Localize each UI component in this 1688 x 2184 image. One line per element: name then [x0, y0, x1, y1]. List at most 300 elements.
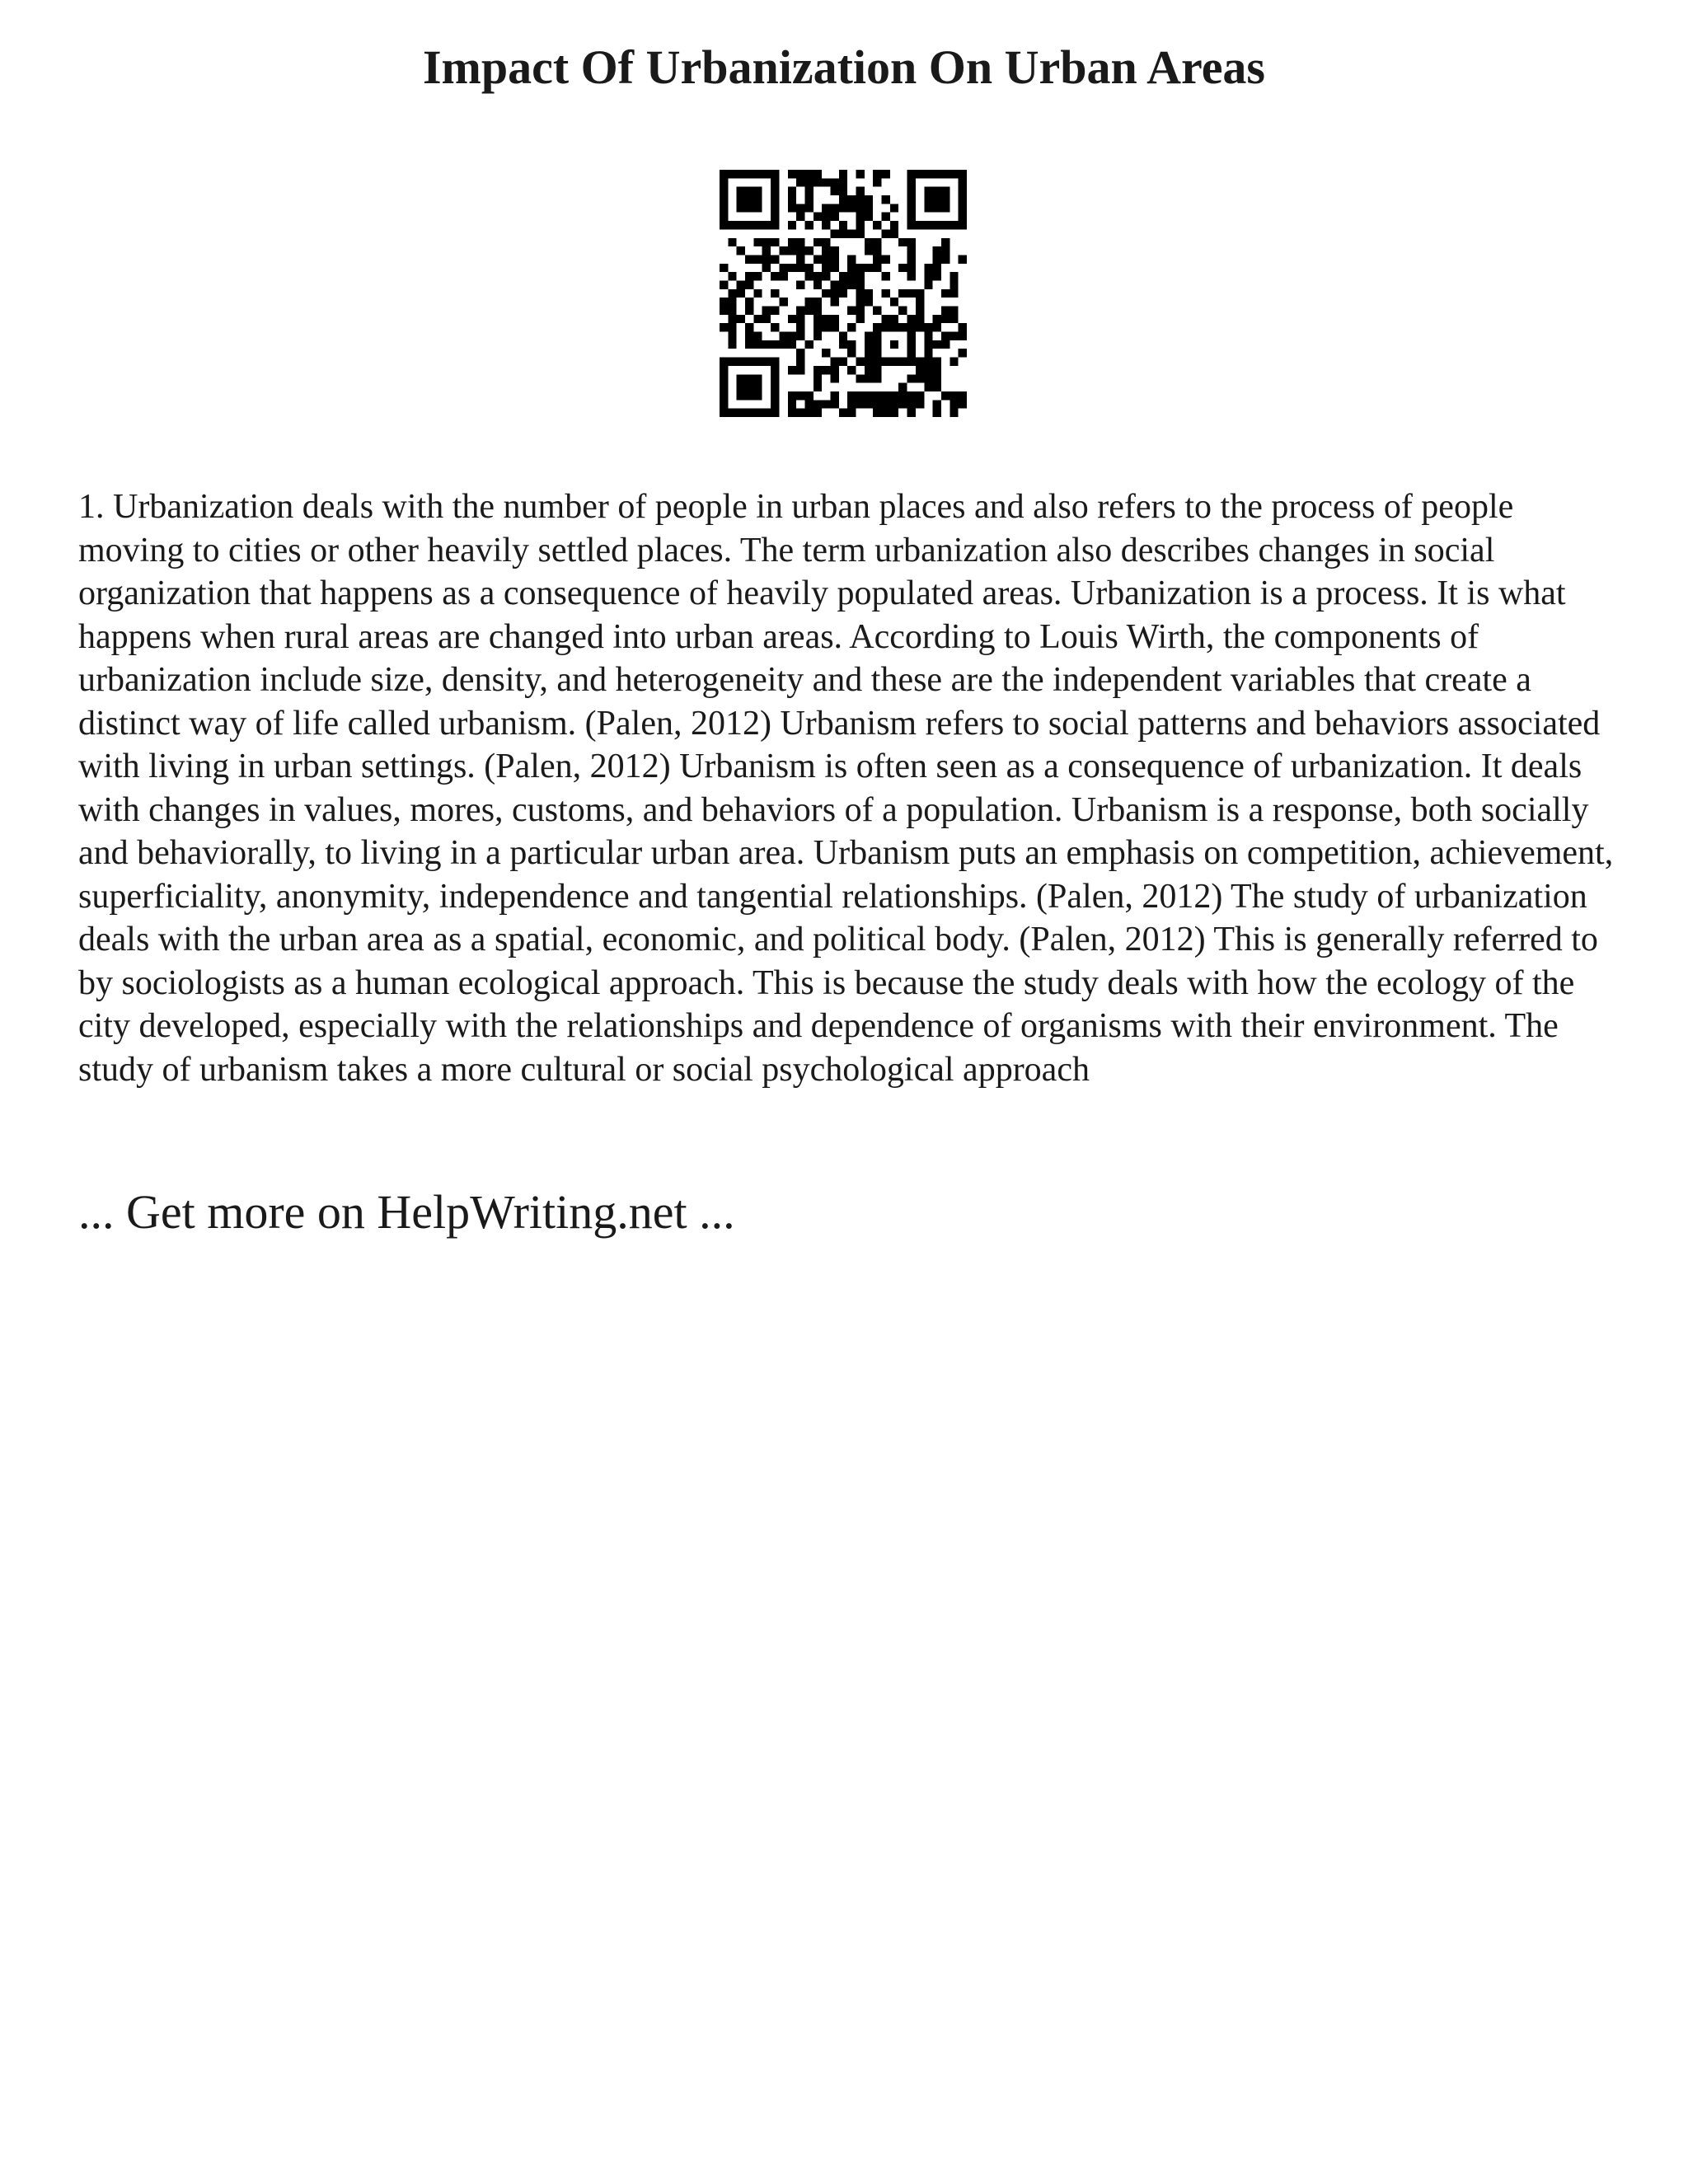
qr-module — [856, 315, 865, 323]
qr-module — [753, 332, 762, 340]
qr-module — [720, 400, 728, 408]
qr-module — [865, 332, 873, 340]
qr-module — [762, 170, 771, 178]
qr-module — [762, 358, 771, 366]
qr-module — [728, 409, 736, 417]
qr-module — [847, 255, 856, 263]
qr-module — [890, 409, 898, 417]
qr-module — [830, 187, 838, 195]
qr-module — [753, 289, 762, 298]
qr-module — [788, 315, 796, 323]
qr-module — [847, 204, 856, 212]
qr-module — [907, 391, 916, 400]
qr-module — [796, 349, 804, 357]
qr-module — [950, 358, 958, 366]
qr-module — [839, 170, 847, 178]
qr-module — [830, 246, 838, 255]
qr-module — [916, 374, 924, 382]
qr-module — [856, 400, 865, 408]
qr-module — [822, 289, 830, 298]
qr-module — [753, 221, 762, 229]
qr-module — [745, 204, 753, 212]
qr-module — [873, 307, 881, 315]
qr-module — [907, 374, 916, 382]
qr-code-graphic — [720, 170, 967, 417]
qr-module — [890, 229, 898, 237]
qr-module — [873, 323, 881, 331]
qr-module — [804, 409, 813, 417]
qr-module — [856, 298, 865, 306]
qr-module — [771, 255, 779, 263]
qr-module — [959, 323, 967, 331]
qr-module — [814, 400, 822, 408]
qr-module — [847, 400, 856, 408]
qr-module — [737, 187, 745, 195]
qr-module — [830, 264, 838, 272]
qr-module — [856, 229, 865, 237]
qr-module — [814, 374, 822, 382]
qr-module — [916, 221, 924, 229]
qr-module — [941, 340, 950, 349]
qr-module — [814, 409, 822, 417]
qr-module — [788, 195, 796, 204]
qr-module — [788, 221, 796, 229]
qr-module — [788, 170, 796, 178]
qr-module — [728, 340, 736, 349]
qr-module — [924, 195, 932, 204]
qr-module — [873, 238, 881, 246]
qr-module — [839, 358, 847, 366]
qr-module — [916, 315, 924, 323]
qr-module — [796, 170, 804, 178]
qr-module — [907, 340, 916, 349]
qr-module — [950, 400, 958, 408]
qr-module — [753, 391, 762, 400]
qr-module — [753, 358, 762, 366]
qr-module — [865, 238, 873, 246]
qr-module — [720, 358, 728, 366]
qr-module — [882, 255, 890, 263]
qr-module — [839, 280, 847, 288]
qr-module — [745, 332, 753, 340]
qr-module — [779, 272, 787, 280]
qr-module — [882, 289, 890, 298]
qr-module — [814, 383, 822, 391]
qr-module — [771, 272, 779, 280]
qr-module — [737, 170, 745, 178]
qr-module — [907, 264, 916, 272]
qr-module — [941, 307, 950, 315]
qr-module — [873, 366, 881, 374]
qr-module — [728, 272, 736, 280]
qr-module — [941, 391, 950, 400]
qr-module — [796, 178, 804, 186]
qr-module — [882, 323, 890, 331]
qr-module — [941, 187, 950, 195]
qr-module — [959, 195, 967, 204]
qr-module — [839, 229, 847, 237]
qr-module — [907, 358, 916, 366]
qr-module — [856, 307, 865, 315]
qr-module — [830, 323, 838, 331]
qr-module — [804, 195, 813, 204]
qr-module — [916, 307, 924, 315]
qr-module — [865, 340, 873, 349]
qr-module — [804, 187, 813, 195]
qr-module — [737, 289, 745, 298]
qr-module — [830, 391, 838, 400]
qr-module — [753, 374, 762, 382]
qr-module — [720, 307, 728, 315]
qr-module — [882, 391, 890, 400]
qr-module — [933, 187, 941, 195]
qr-module — [856, 289, 865, 298]
qr-module — [745, 272, 753, 280]
qr-module — [865, 213, 873, 221]
qr-module — [779, 298, 787, 306]
qr-module — [924, 280, 932, 288]
qr-module — [847, 340, 856, 349]
qr-module — [933, 409, 941, 417]
qr-module — [924, 383, 932, 391]
qr-module — [771, 289, 779, 298]
qr-module — [924, 340, 932, 349]
qr-module — [745, 221, 753, 229]
qr-module — [771, 323, 779, 331]
qr-module — [907, 195, 916, 204]
qr-module — [788, 400, 796, 408]
qr-module — [865, 264, 873, 272]
qr-module — [890, 391, 898, 400]
qr-module — [898, 383, 907, 391]
qr-module — [720, 213, 728, 221]
qr-module — [796, 332, 804, 340]
qr-module — [907, 349, 916, 357]
qr-module — [890, 400, 898, 408]
qr-module — [814, 178, 822, 186]
qr-module — [907, 246, 916, 255]
qr-module — [830, 289, 838, 298]
qr-module — [856, 264, 865, 272]
qr-module — [916, 289, 924, 298]
qr-module — [788, 391, 796, 400]
qr-module — [762, 307, 771, 315]
qr-module — [950, 391, 958, 400]
qr-module — [753, 383, 762, 391]
qr-module — [950, 272, 958, 280]
qr-module — [814, 170, 822, 178]
qr-module — [898, 391, 907, 400]
qr-module — [933, 170, 941, 178]
qr-module — [728, 315, 736, 323]
qr-module — [814, 315, 822, 323]
qr-module — [728, 170, 736, 178]
qr-module — [890, 358, 898, 366]
qr-module — [771, 358, 779, 366]
qr-module — [847, 366, 856, 374]
qr-module — [856, 213, 865, 221]
qr-module — [847, 349, 856, 357]
qr-module — [933, 383, 941, 391]
qr-module — [873, 221, 881, 229]
qr-module — [822, 272, 830, 280]
qr-module — [830, 213, 838, 221]
qr-module — [814, 332, 822, 340]
qr-module — [796, 323, 804, 331]
qr-module — [771, 366, 779, 374]
qr-module — [804, 272, 813, 280]
qr-module — [916, 323, 924, 331]
qr-module — [907, 323, 916, 331]
qr-module — [804, 400, 813, 408]
qr-module — [737, 391, 745, 400]
qr-module — [830, 374, 838, 382]
qr-module — [907, 255, 916, 263]
qr-module — [907, 289, 916, 298]
qr-module — [933, 400, 941, 408]
qr-module — [856, 195, 865, 204]
qr-module — [907, 221, 916, 229]
qr-module — [856, 391, 865, 400]
qr-module — [898, 238, 907, 246]
qr-module — [873, 255, 881, 263]
qr-module — [796, 213, 804, 221]
qr-module — [720, 221, 728, 229]
qr-module — [847, 264, 856, 272]
qr-module — [924, 272, 932, 280]
qr-module — [822, 238, 830, 246]
qr-module — [839, 409, 847, 417]
qr-module — [804, 170, 813, 178]
qr-module — [830, 280, 838, 288]
qr-module — [822, 213, 830, 221]
qr-module — [873, 170, 881, 178]
qr-module — [873, 391, 881, 400]
qr-module — [873, 264, 881, 272]
qr-module — [788, 264, 796, 272]
qr-module — [753, 195, 762, 204]
qr-module — [753, 272, 762, 280]
qr-module — [771, 221, 779, 229]
qr-module — [959, 187, 967, 195]
qr-module — [839, 195, 847, 204]
qr-module — [941, 315, 950, 323]
qr-module — [771, 238, 779, 246]
qr-module — [839, 340, 847, 349]
qr-module — [856, 204, 865, 212]
qr-module — [720, 195, 728, 204]
qr-module — [924, 374, 932, 382]
qr-module — [771, 213, 779, 221]
qr-module — [865, 204, 873, 212]
qr-module — [941, 289, 950, 298]
qr-module — [771, 400, 779, 408]
qr-module — [788, 366, 796, 374]
qr-module — [788, 187, 796, 195]
qr-module — [924, 332, 932, 340]
qr-module — [737, 374, 745, 382]
qr-module — [907, 315, 916, 323]
qr-module — [898, 400, 907, 408]
qr-module — [890, 221, 898, 229]
qr-module — [745, 195, 753, 204]
qr-module — [771, 409, 779, 417]
qr-module — [745, 340, 753, 349]
qr-module — [771, 340, 779, 349]
qr-module — [788, 409, 796, 417]
qr-module — [814, 213, 822, 221]
qr-module — [779, 332, 787, 340]
qr-module — [737, 221, 745, 229]
qr-module — [737, 280, 745, 288]
qr-module — [745, 255, 753, 263]
qr-module — [745, 323, 753, 331]
qr-module — [941, 221, 950, 229]
qr-module — [865, 349, 873, 357]
body-paragraph: 1. Urbanization deals with the number of people in urban places and also refers to the process of people moving to cities or other heavily settled places. The term urbanization also describes changes in social organization that happens as a consequence of heavily populated areas. Urbanization is a process. It is what happens when rural areas are changed into urban areas. According to Louis Wirth, the components of urbanization include size, density, and heterogeneity and these are the independent variables that create a distinct way of life called urbanism. (Palen, 2012) Urbanism refers to social patterns and behaviors associated with living in urban settings. (Palen, 2012) Urbanism is often seen as a consequence of urbanization. It deals with changes in values, mores, customs, and behaviors of a population. Urbanism is a response, both socially and behaviorally, to living in a particular urban area. Urbanism puts an emphasis on competition, achievement, superficiality, anonymity, independence and tangential relationships. (Palen, 2012) The study of urbanization deals with the urban area as a spatial, economic, and political body. (Palen, 2012) This is generally referred to by sociologists as a human ecological approach. This is because the study deals with how the ecology of the city developed, especially with the relationships and dependence of organisms with their environment. The study of urbanism takes a more cultural or social psychological approach — [78, 488, 1614, 1089]
qr-module — [745, 374, 753, 382]
qr-module — [728, 323, 736, 331]
qr-module — [779, 246, 787, 255]
qr-module — [720, 187, 728, 195]
qr-module — [873, 374, 881, 382]
qr-module — [762, 246, 771, 255]
qr-module — [720, 264, 728, 272]
qr-module — [804, 264, 813, 272]
qr-module — [753, 187, 762, 195]
qr-module — [788, 238, 796, 246]
qr-module — [865, 358, 873, 366]
qr-module — [950, 315, 958, 323]
qr-module — [822, 349, 830, 357]
qr-module — [796, 280, 804, 288]
get-more-link[interactable]: ... Get more on HelpWriting.net ... — [78, 1185, 735, 1239]
qr-module — [950, 332, 958, 340]
qr-module — [830, 204, 838, 212]
qr-module — [830, 298, 838, 306]
qr-module — [839, 289, 847, 298]
qr-module — [804, 246, 813, 255]
qr-module — [771, 187, 779, 195]
qr-module — [720, 391, 728, 400]
qr-module — [779, 264, 787, 272]
qr-module — [728, 307, 736, 315]
qr-module — [898, 289, 907, 298]
qr-module — [941, 332, 950, 340]
qr-module — [873, 400, 881, 408]
qr-module — [882, 272, 890, 280]
qr-module — [933, 374, 941, 382]
qr-module — [924, 323, 932, 331]
qr-module — [882, 315, 890, 323]
qr-module — [753, 170, 762, 178]
qr-module — [830, 229, 838, 237]
qr-module — [856, 221, 865, 229]
qr-module — [839, 187, 847, 195]
qr-module — [728, 289, 736, 298]
qr-module — [745, 170, 753, 178]
qr-module — [882, 358, 890, 366]
qr-module — [847, 409, 856, 417]
qr-module — [728, 358, 736, 366]
qr-module — [839, 272, 847, 280]
qr-module — [924, 204, 932, 212]
qr-module — [924, 170, 932, 178]
qr-module — [796, 391, 804, 400]
qr-module — [847, 323, 856, 331]
qr-module — [762, 221, 771, 229]
qr-module — [933, 195, 941, 204]
qr-module — [796, 246, 804, 255]
qr-module — [796, 264, 804, 272]
qr-module — [804, 178, 813, 186]
qr-module — [933, 323, 941, 331]
qr-module — [788, 204, 796, 212]
qr-module — [924, 349, 932, 357]
qr-module — [941, 246, 950, 255]
qr-module — [728, 332, 736, 340]
qr-module — [847, 272, 856, 280]
qr-module — [745, 187, 753, 195]
qr-module — [720, 204, 728, 212]
qr-module — [898, 307, 907, 315]
qr-module — [924, 358, 932, 366]
qr-module — [720, 366, 728, 374]
qr-module — [873, 358, 881, 366]
qr-module — [856, 272, 865, 280]
qr-module — [916, 358, 924, 366]
qr-module — [830, 255, 838, 263]
qr-module — [959, 349, 967, 357]
qr-module — [830, 400, 838, 408]
qr-module — [890, 323, 898, 331]
qr-module — [933, 264, 941, 272]
qr-module — [796, 366, 804, 374]
qr-module — [796, 409, 804, 417]
qr-module — [933, 221, 941, 229]
qr-module — [822, 315, 830, 323]
qr-module — [839, 178, 847, 186]
qr-module — [804, 391, 813, 400]
qr-module — [720, 298, 728, 306]
qr-module — [847, 307, 856, 315]
qr-module — [814, 323, 822, 331]
qr-module — [788, 332, 796, 340]
qr-module — [856, 170, 865, 178]
qr-module — [898, 264, 907, 272]
qr-module — [771, 391, 779, 400]
qr-module — [890, 340, 898, 349]
qr-module — [745, 391, 753, 400]
qr-module — [907, 409, 916, 417]
qr-module — [933, 255, 941, 263]
qr-module — [796, 307, 804, 315]
qr-module — [907, 238, 916, 246]
qr-module — [762, 255, 771, 263]
qr-module — [950, 307, 958, 315]
qr-module — [788, 340, 796, 349]
qr-module — [959, 332, 967, 340]
qr-module — [745, 358, 753, 366]
qr-module — [890, 204, 898, 212]
qr-module — [916, 400, 924, 408]
qr-module — [762, 340, 771, 349]
qr-module — [941, 195, 950, 204]
qr-module — [959, 400, 967, 408]
qr-module — [847, 229, 856, 237]
qr-module — [924, 366, 932, 374]
qr-module — [916, 391, 924, 400]
